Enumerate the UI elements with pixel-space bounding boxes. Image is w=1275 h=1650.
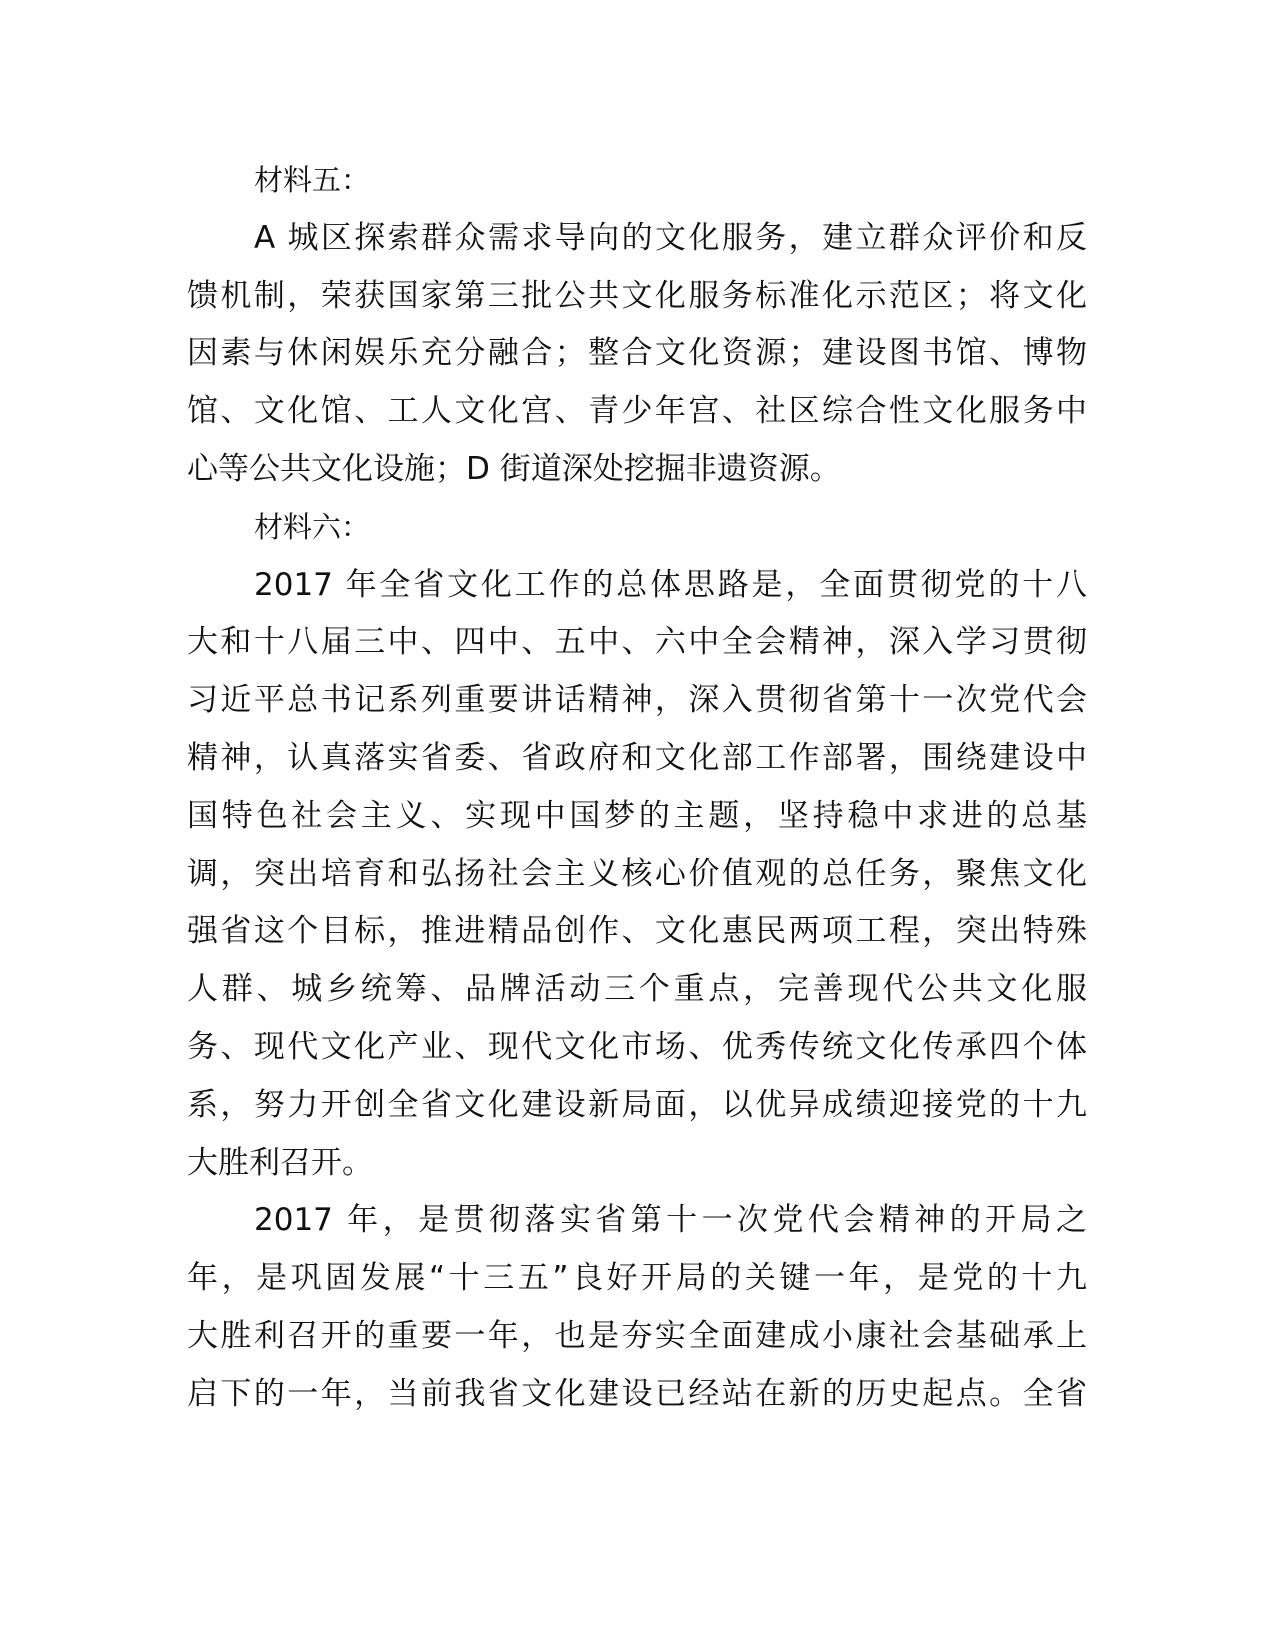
text-line: 调，突出培育和弘扬社会主义核心价值观的总任务，聚焦文化 (187, 855, 1087, 892)
text-line: 2017 年，是贯彻落实省第十一次党代会精神的开局之 (254, 1202, 1087, 1239)
document-page (187, 152, 1087, 1424)
text-line: 启下的一年，当前我省文化建设已经站在新的历史起点。全省 (187, 1375, 1087, 1412)
text-line: 因素与休闲娱乐充分融合；整合文化资源；建设图书馆、博物 (187, 335, 1087, 372)
heading-material-5: 材料五： (254, 163, 371, 197)
text-line: 人群、城乡统筹、品牌活动三个重点，完善现代公共文化服 (187, 971, 1087, 1008)
text-line: 大和十八届三中、四中、五中、六中全会精神，深入学习贯彻 (187, 624, 1087, 661)
heading-material-6: 材料六： (254, 509, 371, 544)
text-line: 年，是巩固发展“十三五”良好开局的关键一年，是党的十九 (187, 1260, 1087, 1297)
text-line: 馈机制，荣获国家第三批公共文化服务标准化示范区；将文化 (187, 277, 1087, 314)
text-line: 习近平总书记系列重要讲话精神，深入贯彻省第十一次党代会 (187, 682, 1087, 719)
text-line: 2017 年全省文化工作的总体思路是，全面贯彻党的十八 (254, 566, 1087, 603)
text-line: 馆、文化馆、工人文化宫、青少年宫、社区综合性文化服务中 (187, 393, 1087, 430)
paragraph-2017-approach (187, 557, 1087, 1193)
text-line: 系，努力开创全省文化建设新局面，以优异成绩迎接党的十九 (187, 1086, 1087, 1123)
text-line: 国特色社会主义、实现中国梦的主题，坚持稳中求进的总基 (187, 797, 1087, 834)
paragraph-material-5 (187, 210, 1087, 499)
text-line: 务、现代文化产业、现代文化市场、优秀传统文化传承四个体 (187, 1028, 1087, 1065)
text-line: 强省这个目标，推进精品创作、文化惠民两项工程，突出特殊 (187, 913, 1087, 950)
text-line: A 城区探索群众需求导向的文化服务，建立群众评价和反 (254, 219, 1087, 256)
paragraph-2017-significance (187, 1192, 1087, 1423)
text-line: 心等公共文化设施；D 街道深处挖掘非遗资源。 (187, 450, 841, 487)
text-line: 精神，认真落实省委、省政府和文化部工作部署，围绕建设中 (187, 739, 1087, 776)
text-line: 大胜利召开的重要一年，也是夯实全面建成小康社会基础承上 (187, 1317, 1087, 1354)
text-line: 大胜利召开。 (187, 1144, 373, 1181)
